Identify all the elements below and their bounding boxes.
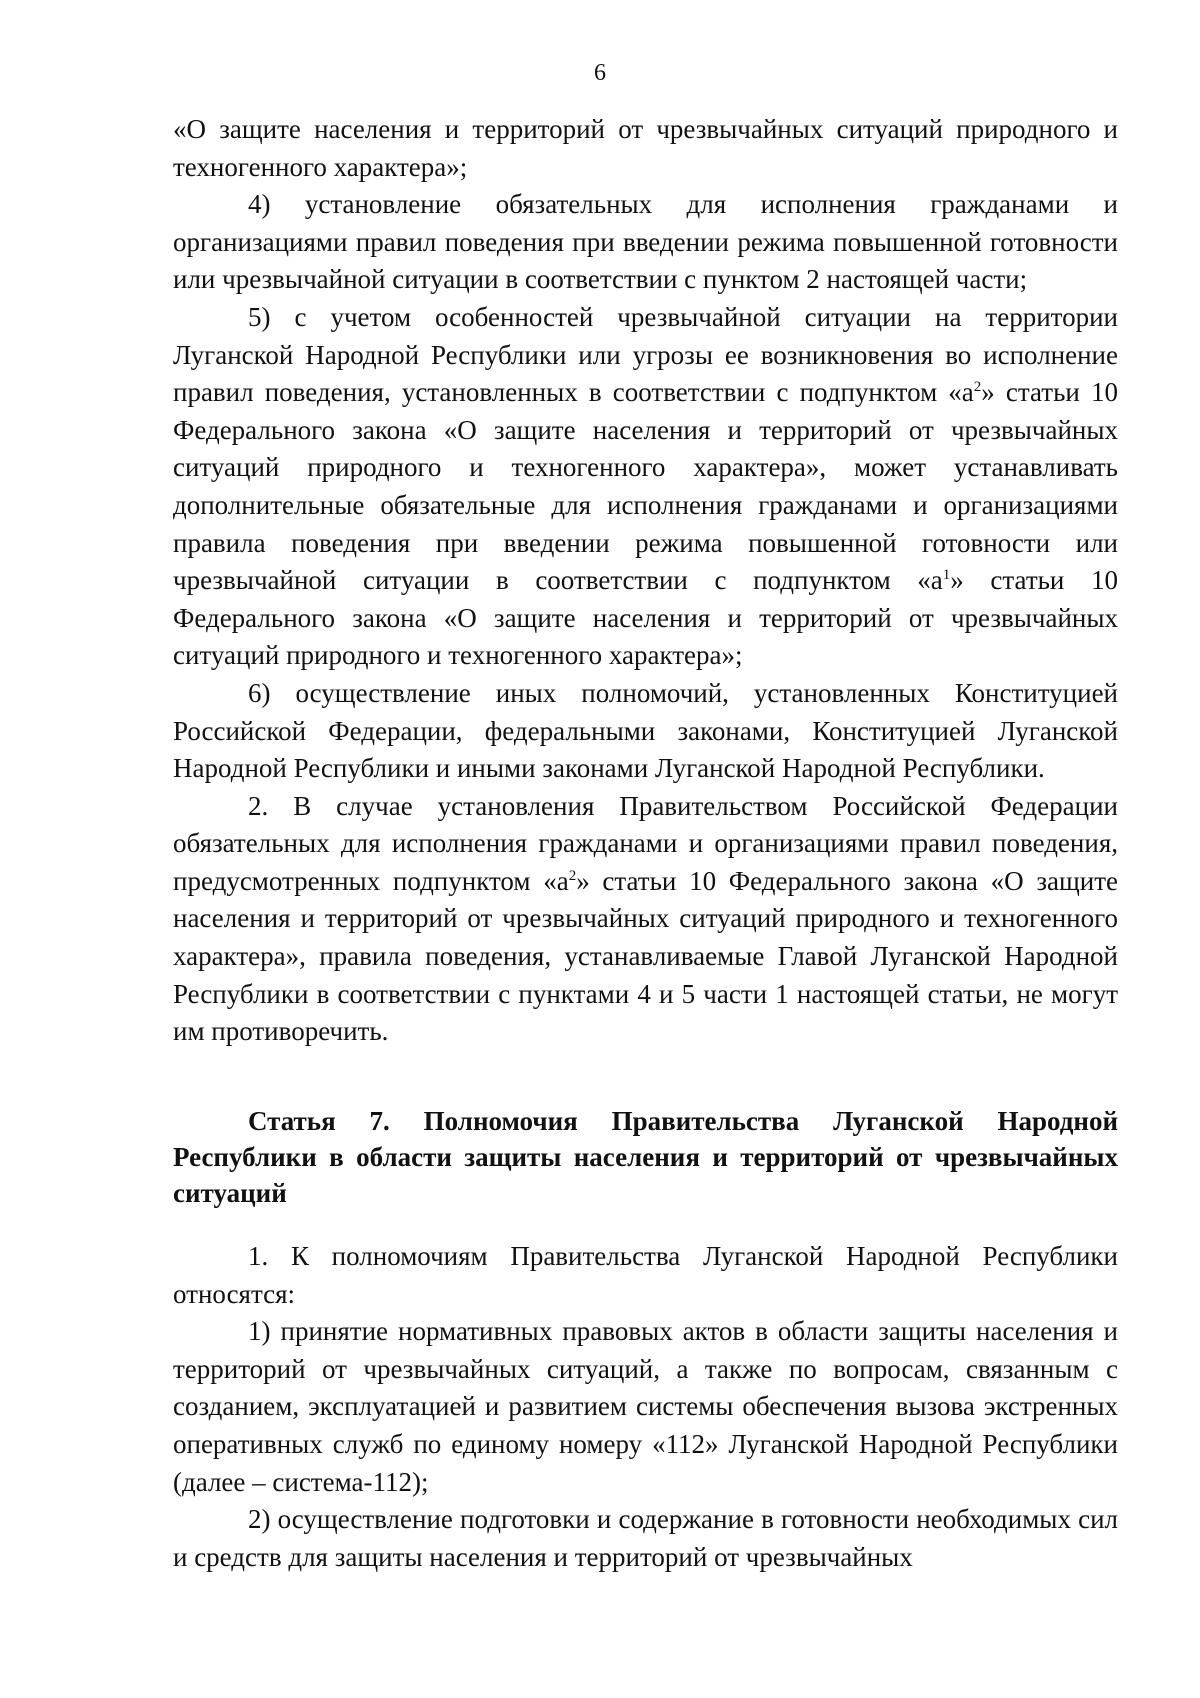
paragraph-text: » статьи 10 Федерального закона «О защите населения и территорий от чрезвычайных ситуаций природного и техногенного характера»; <box>173 565 1118 671</box>
superscript: 1 <box>942 567 951 584</box>
paragraph-text: «О защите населения и территорий от чрезвычайных ситуаций природного и техногенного характера»; <box>173 114 1118 182</box>
article-heading: Статья 7. Полномочия Правительства Луганской Народной Республики в области защиты населения и территорий от чрезвычайных ситуаций <box>173 1106 1118 1208</box>
paragraph-text: » статьи 10 Федерального закона «О защите населения и территорий от чрезвычайных ситуаций природного и техногенного характера», правила поведения, устанавливаемые Главой Луганской Народной Республики в соответствии с пунктами 4 и 5 части 1 настоящей статьи, не могут им противоречить. <box>173 865 1118 1047</box>
body-text-bottom <box>173 1238 1118 1576</box>
paragraph-text: 2. В случае установления Правительством Российской Федерации обязательных для исполнения гражданами и организациями правил поведения, предусмотренных подпунктом «а <box>173 790 1118 896</box>
article-heading-block <box>173 1103 1118 1211</box>
superscript: 2 <box>973 379 982 396</box>
superscript: 2 <box>568 867 577 884</box>
paragraph-text: 2) осуществление подготовки и содержание в готовности необходимых сил и средств для защиты населения и территорий от чрезвычайных <box>173 1504 1118 1572</box>
paragraph-text: 5) с учетом особенностей чрезвычайной ситуации на территории Луганской Народной Республики или угрозы ее возникновения во исполнение правил поведения, установленных в соответствии с подпунктом «а <box>173 301 1118 408</box>
paragraph-text: 1) принятие нормативных правовых актов в области защиты населения и территорий от чрезвычайных ситуаций, а также по вопросам, связанным с созданием, эксплуатацией и развитием системы обеспечения вызова экстренных оперативных служб по единому номеру «112» Луганской Народной Республики (далее – система-112); <box>173 1316 1118 1497</box>
paragraph-text: 1. К полномочиям Правительства Луганской Народной Республики относятся: <box>173 1241 1118 1309</box>
paragraph-continuation <box>173 111 1118 186</box>
body-text-top <box>173 111 1118 1051</box>
paragraph-item-5 <box>173 299 1118 675</box>
paragraph-item-6 <box>173 675 1118 788</box>
paragraph-part-2 <box>173 788 1118 1051</box>
paragraph-text: 6) осуществление иных полномочий, установленных Конституцией Российской Федерации, федеральными законами, Конституцией Луганской Народной Республики и иными законами Луганской Народной Республики. <box>173 677 1118 784</box>
paragraph-art7-item-1 <box>173 1313 1118 1501</box>
page-number: 6 <box>594 60 606 86</box>
paragraph-text: 4) установление обязательных для исполнения гражданами и организациями правил поведения при введении режима повышенной готовности или чрезвычайной ситуации в соответствии с пунктом 2 настоящей части; <box>173 189 1118 295</box>
paragraph-art7-part-1 <box>173 1238 1118 1313</box>
paragraph-item-4 <box>173 186 1118 299</box>
paragraph-text: » статьи 10 Федерального закона «О защите населения и территорий от чрезвычайных ситуаций природного и техногенного характера», может устанавливать дополнительные обязательные для исполнения гражданами и организациями правила поведения при введении режима повышенной готовности или чрезвычайной ситуации в соответствии с подпунктом «а <box>173 377 1119 596</box>
paragraph-art7-item-2 <box>173 1501 1118 1576</box>
